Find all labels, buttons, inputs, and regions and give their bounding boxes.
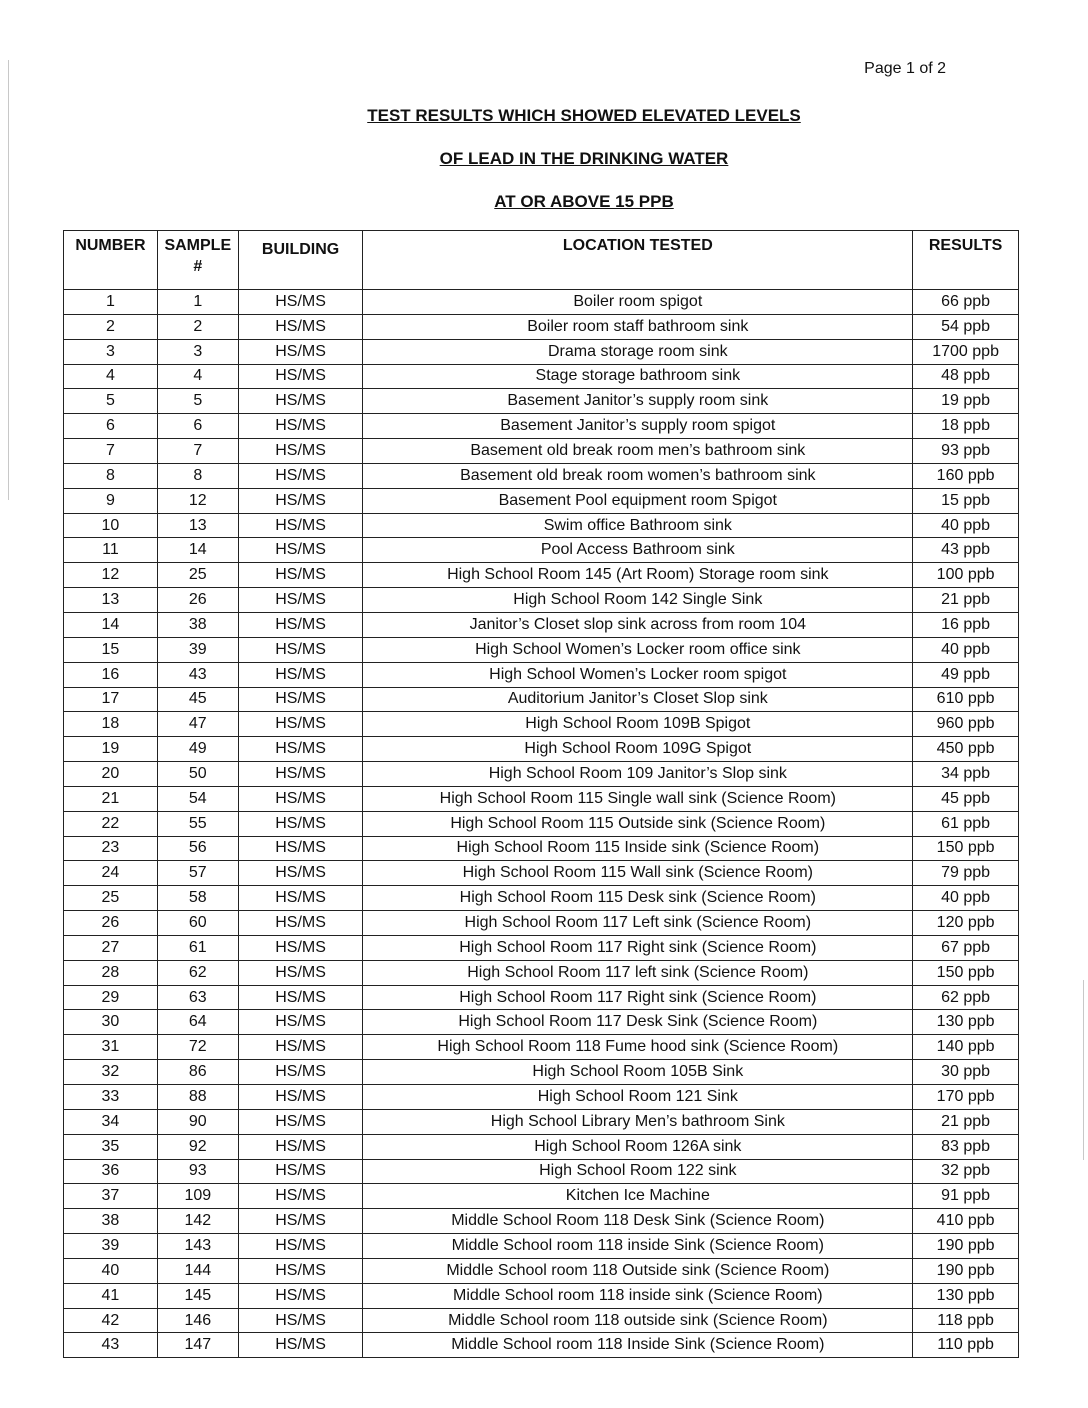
- table-row: [64, 1134, 1019, 1159]
- cell-location: High School Room 109 Janitor’s Slop sink: [363, 762, 913, 787]
- table-row: [64, 1085, 1019, 1110]
- cell-building: HS/MS: [238, 836, 363, 861]
- cell-building: HS/MS: [238, 1258, 363, 1283]
- cell-building: HS/MS: [238, 1283, 363, 1308]
- cell-sample: 13: [157, 513, 238, 538]
- cell-building: HS/MS: [238, 1308, 363, 1333]
- cell-number: 24: [64, 861, 158, 886]
- cell-building: HS/MS: [238, 960, 363, 985]
- cell-results: 40 ppb: [913, 637, 1019, 662]
- cell-results: 130 ppb: [913, 1283, 1019, 1308]
- cell-building: HS/MS: [238, 1134, 363, 1159]
- table-row: [64, 1010, 1019, 1035]
- cell-results: 960 ppb: [913, 712, 1019, 737]
- cell-building: HS/MS: [238, 364, 363, 389]
- cell-sample: 63: [157, 985, 238, 1010]
- table-row: [64, 1209, 1019, 1234]
- cell-results: 21 ppb: [913, 1109, 1019, 1134]
- cell-location: High School Women’s Locker room spigot: [363, 662, 913, 687]
- cell-sample: 55: [157, 811, 238, 836]
- cell-sample: 88: [157, 1085, 238, 1110]
- cell-number: 16: [64, 662, 158, 687]
- table-row: [64, 290, 1019, 315]
- cell-location: Basement Janitor’s supply room spigot: [363, 414, 913, 439]
- table-row: [64, 861, 1019, 886]
- table-row: [64, 687, 1019, 712]
- cell-number: 8: [64, 463, 158, 488]
- cell-number: 15: [64, 637, 158, 662]
- cell-number: 37: [64, 1184, 158, 1209]
- table-row: [64, 1184, 1019, 1209]
- table-row: [64, 364, 1019, 389]
- cell-results: 40 ppb: [913, 886, 1019, 911]
- cell-sample: 8: [157, 463, 238, 488]
- cell-results: 30 ppb: [913, 1060, 1019, 1085]
- cell-sample: 4: [157, 364, 238, 389]
- table-row: [64, 836, 1019, 861]
- cell-location: Basement old break room women’s bathroom sink: [363, 463, 913, 488]
- cell-number: 35: [64, 1134, 158, 1159]
- cell-location: High School Room 115 Single wall sink (Science Room): [363, 786, 913, 811]
- cell-location: Middle School room 118 Outside sink (Science Room): [363, 1258, 913, 1283]
- cell-building: HS/MS: [238, 861, 363, 886]
- cell-sample: 50: [157, 762, 238, 787]
- cell-location: Boiler room staff bathroom sink: [363, 314, 913, 339]
- cell-results: 91 ppb: [913, 1184, 1019, 1209]
- cell-location: Basement old break room men’s bathroom sink: [363, 439, 913, 464]
- cell-building: HS/MS: [238, 1234, 363, 1259]
- cell-building: HS/MS: [238, 1159, 363, 1184]
- cell-number: 25: [64, 886, 158, 911]
- cell-number: 38: [64, 1209, 158, 1234]
- cell-building: HS/MS: [238, 687, 363, 712]
- cell-building: HS/MS: [238, 1085, 363, 1110]
- cell-results: 100 ppb: [913, 563, 1019, 588]
- cell-number: 22: [64, 811, 158, 836]
- cell-number: 42: [64, 1308, 158, 1333]
- cell-building: HS/MS: [238, 339, 363, 364]
- cell-building: HS/MS: [238, 612, 363, 637]
- header-sample: [157, 231, 238, 290]
- cell-building: HS/MS: [238, 712, 363, 737]
- cell-sample: 90: [157, 1109, 238, 1134]
- cell-building: HS/MS: [238, 737, 363, 762]
- cell-number: 29: [64, 985, 158, 1010]
- cell-building: HS/MS: [238, 389, 363, 414]
- cell-sample: 39: [157, 637, 238, 662]
- cell-location: Middle School room 118 inside sink (Science Room): [363, 1283, 913, 1308]
- cell-sample: 64: [157, 1010, 238, 1035]
- cell-number: 9: [64, 488, 158, 513]
- cell-location: High School Room 142 Single Sink: [363, 588, 913, 613]
- header-number: NUMBER: [64, 231, 158, 290]
- cell-sample: 62: [157, 960, 238, 985]
- table-row: [64, 737, 1019, 762]
- cell-number: 1: [64, 290, 158, 315]
- cell-sample: 7: [157, 439, 238, 464]
- cell-sample: 56: [157, 836, 238, 861]
- cell-results: 140 ppb: [913, 1035, 1019, 1060]
- table-row: [64, 786, 1019, 811]
- cell-location: High School Room 109G Spigot: [363, 737, 913, 762]
- header-building: BUILDING: [238, 231, 363, 290]
- cell-location: High School Room 126A sink: [363, 1134, 913, 1159]
- table-row: [64, 935, 1019, 960]
- cell-building: HS/MS: [238, 314, 363, 339]
- cell-number: 4: [64, 364, 158, 389]
- cell-location: Basement Pool equipment room Spigot: [363, 488, 913, 513]
- cell-number: 18: [64, 712, 158, 737]
- cell-number: 10: [64, 513, 158, 538]
- cell-sample: 54: [157, 786, 238, 811]
- cell-results: 34 ppb: [913, 762, 1019, 787]
- table-row: [64, 1258, 1019, 1283]
- cell-results: 190 ppb: [913, 1258, 1019, 1283]
- cell-location: High School Room 117 Desk Sink (Science Room): [363, 1010, 913, 1035]
- title-line-3: AT OR ABOVE 15 PPB: [494, 192, 674, 211]
- table-row: [64, 314, 1019, 339]
- table-row: [64, 339, 1019, 364]
- right-margin-scan-mark: [1083, 980, 1084, 1160]
- cell-results: 32 ppb: [913, 1159, 1019, 1184]
- cell-results: 610 ppb: [913, 687, 1019, 712]
- cell-sample: 3: [157, 339, 238, 364]
- table-row: [64, 886, 1019, 911]
- cell-location: High School Room 118 Fume hood sink (Science Room): [363, 1035, 913, 1060]
- cell-sample: 144: [157, 1258, 238, 1283]
- cell-number: 7: [64, 439, 158, 464]
- cell-sample: 145: [157, 1283, 238, 1308]
- cell-sample: 1: [157, 290, 238, 315]
- table-row: [64, 811, 1019, 836]
- cell-location: High School Room 115 Desk sink (Science Room): [363, 886, 913, 911]
- cell-building: HS/MS: [238, 786, 363, 811]
- cell-building: HS/MS: [238, 662, 363, 687]
- cell-sample: 92: [157, 1134, 238, 1159]
- cell-results: 43 ppb: [913, 538, 1019, 563]
- cell-sample: 142: [157, 1209, 238, 1234]
- table-row: [64, 960, 1019, 985]
- cell-building: HS/MS: [238, 463, 363, 488]
- title-line-2: OF LEAD IN THE DRINKING WATER: [439, 149, 729, 168]
- cell-number: 19: [64, 737, 158, 762]
- cell-results: 79 ppb: [913, 861, 1019, 886]
- cell-results: 66 ppb: [913, 290, 1019, 315]
- cell-number: 41: [64, 1283, 158, 1308]
- cell-location: Auditorium Janitor’s Closet Slop sink: [363, 687, 913, 712]
- cell-location: High School Room 122 sink: [363, 1159, 913, 1184]
- cell-location: Middle School room 118 outside sink (Science Room): [363, 1308, 913, 1333]
- cell-results: 450 ppb: [913, 737, 1019, 762]
- cell-location: Middle School room 118 inside Sink (Science Room): [363, 1234, 913, 1259]
- cell-number: 36: [64, 1159, 158, 1184]
- header-location: LOCATION TESTED: [363, 231, 913, 290]
- cell-results: 150 ppb: [913, 836, 1019, 861]
- cell-building: HS/MS: [238, 1209, 363, 1234]
- cell-location: High School Room 115 Outside sink (Science Room): [363, 811, 913, 836]
- cell-sample: 43: [157, 662, 238, 687]
- cell-location: High School Room 115 Inside sink (Science Room): [363, 836, 913, 861]
- cell-results: 54 ppb: [913, 314, 1019, 339]
- cell-location: High School Room 117 Right sink (Science Room): [363, 985, 913, 1010]
- cell-building: HS/MS: [238, 563, 363, 588]
- cell-sample: 12: [157, 488, 238, 513]
- cell-number: 21: [64, 786, 158, 811]
- cell-location: High School Room 117 Right sink (Science Room): [363, 935, 913, 960]
- table-body: [64, 290, 1019, 1358]
- cell-results: 1700 ppb: [913, 339, 1019, 364]
- cell-number: 32: [64, 1060, 158, 1085]
- cell-number: 11: [64, 538, 158, 563]
- table-row: [64, 1283, 1019, 1308]
- cell-building: HS/MS: [238, 762, 363, 787]
- table-row: [64, 439, 1019, 464]
- cell-location: Boiler room spigot: [363, 290, 913, 315]
- cell-sample: 147: [157, 1333, 238, 1358]
- table-row: [64, 1308, 1019, 1333]
- table-row: [64, 513, 1019, 538]
- cell-building: HS/MS: [238, 886, 363, 911]
- cell-sample: 58: [157, 886, 238, 911]
- cell-results: 48 ppb: [913, 364, 1019, 389]
- cell-sample: 5: [157, 389, 238, 414]
- cell-results: 170 ppb: [913, 1085, 1019, 1110]
- cell-building: HS/MS: [238, 1035, 363, 1060]
- cell-sample: 61: [157, 935, 238, 960]
- cell-location: High School Room 145 (Art Room) Storage room sink: [363, 563, 913, 588]
- cell-sample: 25: [157, 563, 238, 588]
- cell-location: High School Library Men’s bathroom Sink: [363, 1109, 913, 1134]
- cell-building: HS/MS: [238, 414, 363, 439]
- cell-location: Pool Access Bathroom sink: [363, 538, 913, 563]
- cell-results: 67 ppb: [913, 935, 1019, 960]
- cell-sample: 26: [157, 588, 238, 613]
- cell-results: 62 ppb: [913, 985, 1019, 1010]
- cell-location: High School Women’s Locker room office sink: [363, 637, 913, 662]
- cell-number: 27: [64, 935, 158, 960]
- cell-results: 83 ppb: [913, 1134, 1019, 1159]
- table-row: [64, 389, 1019, 414]
- cell-number: 31: [64, 1035, 158, 1060]
- cell-building: HS/MS: [238, 439, 363, 464]
- cell-location: Drama storage room sink: [363, 339, 913, 364]
- table-row: [64, 712, 1019, 737]
- cell-results: 45 ppb: [913, 786, 1019, 811]
- cell-sample: 45: [157, 687, 238, 712]
- cell-results: 16 ppb: [913, 612, 1019, 637]
- cell-results: 49 ppb: [913, 662, 1019, 687]
- document-title: [0, 106, 1088, 212]
- table-row: [64, 1234, 1019, 1259]
- table-row: [64, 488, 1019, 513]
- cell-number: 17: [64, 687, 158, 712]
- cell-building: HS/MS: [238, 588, 363, 613]
- cell-building: HS/MS: [238, 1109, 363, 1134]
- cell-results: 93 ppb: [913, 439, 1019, 464]
- cell-number: 5: [64, 389, 158, 414]
- cell-building: HS/MS: [238, 911, 363, 936]
- cell-results: 118 ppb: [913, 1308, 1019, 1333]
- cell-sample: 93: [157, 1159, 238, 1184]
- cell-building: HS/MS: [238, 538, 363, 563]
- cell-building: HS/MS: [238, 637, 363, 662]
- cell-results: 19 ppb: [913, 389, 1019, 414]
- header-sample-line1: SAMPLE: [164, 237, 232, 254]
- cell-results: 18 ppb: [913, 414, 1019, 439]
- cell-number: 13: [64, 588, 158, 613]
- cell-location: High School Room 105B Sink: [363, 1060, 913, 1085]
- table-row: [64, 637, 1019, 662]
- cell-sample: 14: [157, 538, 238, 563]
- cell-sample: 86: [157, 1060, 238, 1085]
- cell-results: 61 ppb: [913, 811, 1019, 836]
- cell-number: 6: [64, 414, 158, 439]
- cell-sample: 109: [157, 1184, 238, 1209]
- cell-building: HS/MS: [238, 1184, 363, 1209]
- cell-results: 190 ppb: [913, 1234, 1019, 1259]
- cell-results: 110 ppb: [913, 1333, 1019, 1358]
- cell-sample: 49: [157, 737, 238, 762]
- cell-number: 43: [64, 1333, 158, 1358]
- cell-location: Janitor’s Closet slop sink across from room 104: [363, 612, 913, 637]
- cell-location: Stage storage bathroom sink: [363, 364, 913, 389]
- cell-number: 14: [64, 612, 158, 637]
- cell-sample: 6: [157, 414, 238, 439]
- cell-location: Swim office Bathroom sink: [363, 513, 913, 538]
- cell-building: HS/MS: [238, 935, 363, 960]
- cell-location: High School Room 115 Wall sink (Science Room): [363, 861, 913, 886]
- table-row: [64, 1333, 1019, 1358]
- cell-number: 12: [64, 563, 158, 588]
- table-row: [64, 538, 1019, 563]
- cell-number: 3: [64, 339, 158, 364]
- cell-location: Kitchen Ice Machine: [363, 1184, 913, 1209]
- cell-results: 150 ppb: [913, 960, 1019, 985]
- table-header-row: [64, 231, 1019, 290]
- cell-results: 160 ppb: [913, 463, 1019, 488]
- cell-results: 130 ppb: [913, 1010, 1019, 1035]
- page-number: Page 1 of 2: [864, 60, 946, 77]
- cell-building: HS/MS: [238, 290, 363, 315]
- table-row: [64, 612, 1019, 637]
- cell-results: 410 ppb: [913, 1209, 1019, 1234]
- table-row: [64, 1035, 1019, 1060]
- cell-location: Middle School room 118 Inside Sink (Science Room): [363, 1333, 913, 1358]
- cell-location: Middle School Room 118 Desk Sink (Science Room): [363, 1209, 913, 1234]
- table-row: [64, 1060, 1019, 1085]
- cell-location: High School Room 117 Left sink (Science Room): [363, 911, 913, 936]
- cell-number: 20: [64, 762, 158, 787]
- cell-number: 23: [64, 836, 158, 861]
- header-results: RESULTS: [913, 231, 1019, 290]
- table-row: [64, 662, 1019, 687]
- cell-number: 28: [64, 960, 158, 985]
- cell-location: Basement Janitor’s supply room sink: [363, 389, 913, 414]
- cell-location: High School Room 121 Sink: [363, 1085, 913, 1110]
- table-row: [64, 414, 1019, 439]
- cell-number: 30: [64, 1010, 158, 1035]
- cell-building: HS/MS: [238, 1333, 363, 1358]
- cell-number: 33: [64, 1085, 158, 1110]
- cell-number: 40: [64, 1258, 158, 1283]
- results-table: [63, 230, 1019, 1358]
- cell-sample: 146: [157, 1308, 238, 1333]
- cell-location: High School Room 109B Spigot: [363, 712, 913, 737]
- cell-number: 34: [64, 1109, 158, 1134]
- cell-building: HS/MS: [238, 488, 363, 513]
- cell-sample: 38: [157, 612, 238, 637]
- cell-sample: 47: [157, 712, 238, 737]
- title-line-1: TEST RESULTS WHICH SHOWED ELEVATED LEVELS: [367, 106, 801, 125]
- cell-results: 40 ppb: [913, 513, 1019, 538]
- table-row: [64, 985, 1019, 1010]
- table-row: [64, 762, 1019, 787]
- cell-building: HS/MS: [238, 1060, 363, 1085]
- cell-sample: 57: [157, 861, 238, 886]
- cell-number: 39: [64, 1234, 158, 1259]
- table-row: [64, 463, 1019, 488]
- cell-number: 26: [64, 911, 158, 936]
- cell-building: HS/MS: [238, 1010, 363, 1035]
- table-row: [64, 588, 1019, 613]
- cell-sample: 143: [157, 1234, 238, 1259]
- cell-building: HS/MS: [238, 985, 363, 1010]
- table-row: [64, 563, 1019, 588]
- cell-sample: 2: [157, 314, 238, 339]
- cell-location: High School Room 117 left sink (Science Room): [363, 960, 913, 985]
- cell-number: 2: [64, 314, 158, 339]
- table-row: [64, 1159, 1019, 1184]
- cell-results: 120 ppb: [913, 911, 1019, 936]
- cell-sample: 60: [157, 911, 238, 936]
- header-sample-line2: #: [193, 258, 203, 275]
- cell-results: 21 ppb: [913, 588, 1019, 613]
- cell-building: HS/MS: [238, 811, 363, 836]
- table-row: [64, 1109, 1019, 1134]
- cell-results: 15 ppb: [913, 488, 1019, 513]
- table-row: [64, 911, 1019, 936]
- cell-building: HS/MS: [238, 513, 363, 538]
- cell-sample: 72: [157, 1035, 238, 1060]
